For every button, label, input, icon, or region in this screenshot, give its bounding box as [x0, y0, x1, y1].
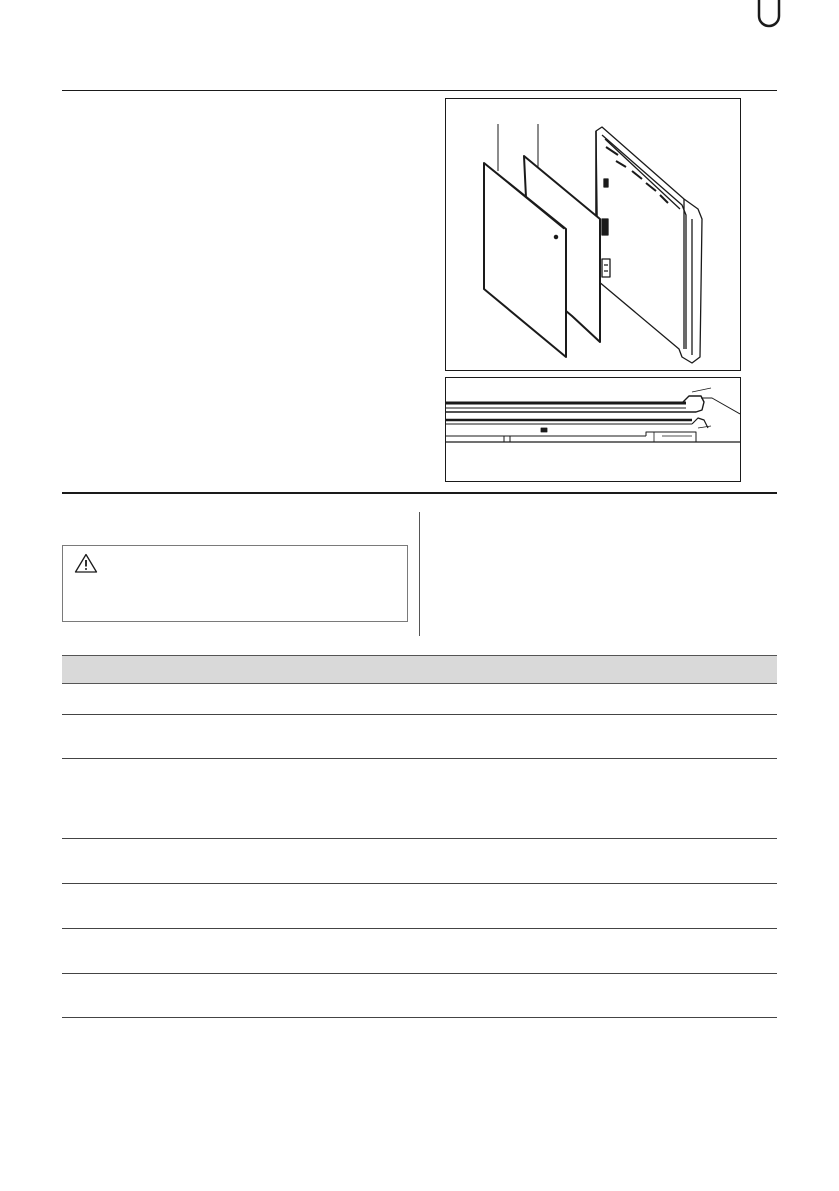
- warning-triangle-icon: [74, 553, 98, 573]
- oven-door-glass-panels-illustration: [446, 99, 740, 370]
- table-row-divider: [62, 928, 777, 929]
- warning-box: [62, 545, 408, 622]
- table-row-divider: [62, 973, 777, 974]
- section-rule: [62, 492, 777, 494]
- top-rule: [62, 90, 777, 91]
- table-row-divider: [62, 838, 777, 839]
- door-panel-cross-section-illustration: [446, 378, 740, 481]
- door-cross-section-figure: [445, 377, 741, 482]
- table-row-divider: [62, 1017, 777, 1018]
- bookmark-corner-icon: [756, 0, 782, 30]
- oven-door-figure: [445, 98, 741, 371]
- table-row-divider: [62, 883, 777, 884]
- table-row-divider: [62, 758, 777, 759]
- table-header: [62, 655, 777, 684]
- column-divider: [419, 512, 420, 636]
- table-row-divider: [62, 714, 777, 715]
